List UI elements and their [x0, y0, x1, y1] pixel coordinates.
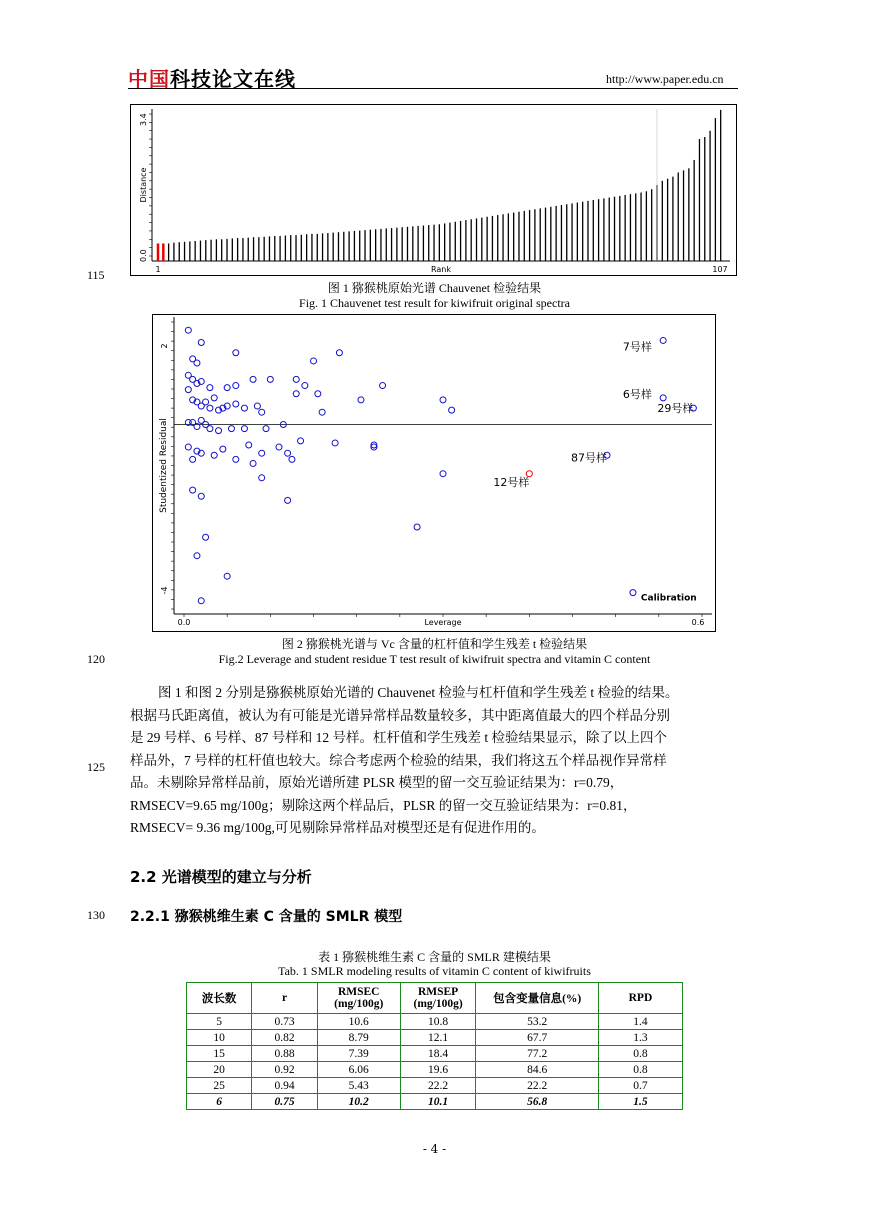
page-number: - 4 -: [422, 1142, 447, 1156]
table-cell: 84.6: [476, 1062, 598, 1078]
x-tick-label: 0.0: [177, 618, 191, 627]
para-line: 根据马氏距离值，被认为有可能是光谱异常样品数量较多，其中距离值最大的四个样品分别: [130, 707, 670, 723]
line-number: 115: [87, 268, 105, 282]
y-tick-label: 0.0: [139, 249, 148, 262]
table-cell: 56.8: [476, 1094, 598, 1110]
table-cell: 10.8: [400, 1014, 476, 1030]
line-number: 120: [87, 652, 105, 666]
point-annotation: 29号样: [657, 402, 694, 416]
table1-caption-cn: 表 1 猕猴桃维生素 C 含量的 SMLR 建模结果: [318, 950, 551, 964]
table-cell: 18.4: [400, 1046, 476, 1062]
para-line: 品。未剔除异常样品前，原始光谱所建 PLSR 模型的留一交互验证结果为：r=0.79，: [130, 775, 624, 790]
table-cell: 10.6: [317, 1014, 400, 1030]
fig1-caption-en: Fig. 1 Chauvenet test result for kiwifruit original spectra: [299, 296, 570, 310]
table-cell: 20: [187, 1062, 252, 1078]
para-line: RMSECV= 9.36 mg/100g,可见剔除异常样品对模型还是有促进作用的。: [130, 820, 545, 835]
y-tick-label: 2: [160, 343, 169, 349]
x-axis-label: Rank: [431, 265, 451, 274]
table-cell: 10.1: [400, 1094, 476, 1110]
table-cell: 0.73: [252, 1014, 317, 1030]
para-line: 是 29 号样、6 号样、87 号样和 12 号样。杠杆值和学生残差 t 检验结果显示，除了以上四个: [130, 730, 667, 745]
y-axis-label: Distance: [139, 167, 148, 203]
table-cell: 0.7: [598, 1078, 682, 1094]
table-header-cell: 包含变量信息(%): [476, 983, 598, 1014]
header-url[interactable]: http://www.paper.edu.cn: [606, 72, 724, 86]
table-cell: 12.1: [400, 1030, 476, 1046]
table-row: [187, 1046, 683, 1062]
body-paragraph: [130, 682, 740, 840]
table-cell: 5: [187, 1014, 252, 1030]
journal-logo: 中国科技论文在线: [128, 67, 296, 91]
table-cell: 1.3: [598, 1030, 682, 1046]
line-number: 125: [87, 760, 105, 774]
table-cell: 0.92: [252, 1062, 317, 1078]
x-axis-label: Leverage: [424, 618, 462, 627]
y-tick-label: -4: [160, 586, 169, 595]
table-cell: 67.7: [476, 1030, 598, 1046]
table1-caption-en: Tab. 1 SMLR modeling results of vitamin C content of kiwifruits: [278, 964, 591, 978]
subsection-heading: 2.2.1 猕猴桃维生素 C 含量的 SMLR 模型: [130, 909, 403, 925]
table-row: [187, 1014, 683, 1030]
table-cell: 10.2: [317, 1094, 400, 1110]
y-tick-label: 3.4: [139, 113, 148, 126]
table-header-cell: RMSEP (mg/100g): [400, 983, 476, 1014]
table-header-cell: 波长数: [187, 983, 252, 1014]
table-cell: 25: [187, 1078, 252, 1094]
para-line: 图 1 和图 2 分别是猕猴桃原始光谱的 Chauvenet 检验与杠杆值和学生残差 t 检验的结果。: [158, 685, 679, 700]
table-cell: 1.5: [598, 1094, 682, 1110]
table-row: [187, 1030, 683, 1046]
table-cell: 6.06: [317, 1062, 400, 1078]
table-row: [187, 1062, 683, 1078]
x-tick-label: 1: [155, 265, 161, 274]
para-line: RMSECV=9.65 mg/100g；剔除这两个样品后，PLSR 的留一交互验证结果为：r=0.81，: [130, 797, 637, 813]
x-tick-label: 0.6: [691, 618, 705, 627]
table-cell: 77.2: [476, 1046, 598, 1062]
table-cell: 0.8: [598, 1062, 682, 1078]
table-cell: 1.4: [598, 1014, 682, 1030]
fig1-chauvenet-chart: [130, 104, 737, 276]
x-tick-label: 107: [712, 265, 728, 274]
table1: [186, 982, 683, 1110]
table-cell: 53.2: [476, 1014, 598, 1030]
table-cell: 5.43: [317, 1078, 400, 1094]
point-annotation: 6号样: [622, 387, 652, 401]
point-annotation: 12号样: [493, 475, 530, 489]
fig2-caption-cn: 图 2 猕猴桃光谱与 Vc 含量的杠杆值和学生残差 t 检验结果: [281, 637, 588, 651]
table-cell: 0.8: [598, 1046, 682, 1062]
table-cell: 15: [187, 1046, 252, 1062]
table-header-cell: r: [252, 983, 317, 1014]
table-cell: 0.88: [252, 1046, 317, 1062]
table-row: [187, 1094, 683, 1110]
y-axis-label: Studentized Residual: [159, 418, 169, 513]
table-row: [187, 1078, 683, 1094]
table-cell: 22.2: [400, 1078, 476, 1094]
table-cell: 8.79: [317, 1030, 400, 1046]
point-annotation: 7号样: [622, 340, 652, 354]
table-header-cell: RPD: [598, 983, 682, 1014]
para-line: 样品外，7 号样的杠杆值也较大。综合考虑两个检验的结果，我们将这五个样品视作异常样: [130, 752, 667, 768]
table-cell: 6: [187, 1094, 252, 1110]
table-header-cell: RMSEC (mg/100g): [317, 983, 400, 1014]
table-cell: 0.94: [252, 1078, 317, 1094]
legend-label: Calibration: [640, 593, 697, 604]
table-cell: 22.2: [476, 1078, 598, 1094]
table-cell: 10: [187, 1030, 252, 1046]
fig2-caption-en: Fig.2 Leverage and student residue T test result of kiwifruit spectra and vitamin C content: [218, 652, 651, 666]
table-cell: 0.75: [252, 1094, 317, 1110]
table-cell: 0.82: [252, 1030, 317, 1046]
fig2-leverage-chart: [152, 314, 716, 632]
point-annotation: 87号样: [571, 451, 608, 465]
section-heading: 2.2 光谱模型的建立与分析: [130, 868, 312, 886]
table-cell: 7.39: [317, 1046, 400, 1062]
table-cell: 19.6: [400, 1062, 476, 1078]
fig1-caption-cn: 图 1 猕猴桃原始光谱 Chauvenet 检验结果: [327, 281, 542, 295]
header-rule: [128, 88, 738, 89]
line-number: 130: [87, 908, 105, 922]
